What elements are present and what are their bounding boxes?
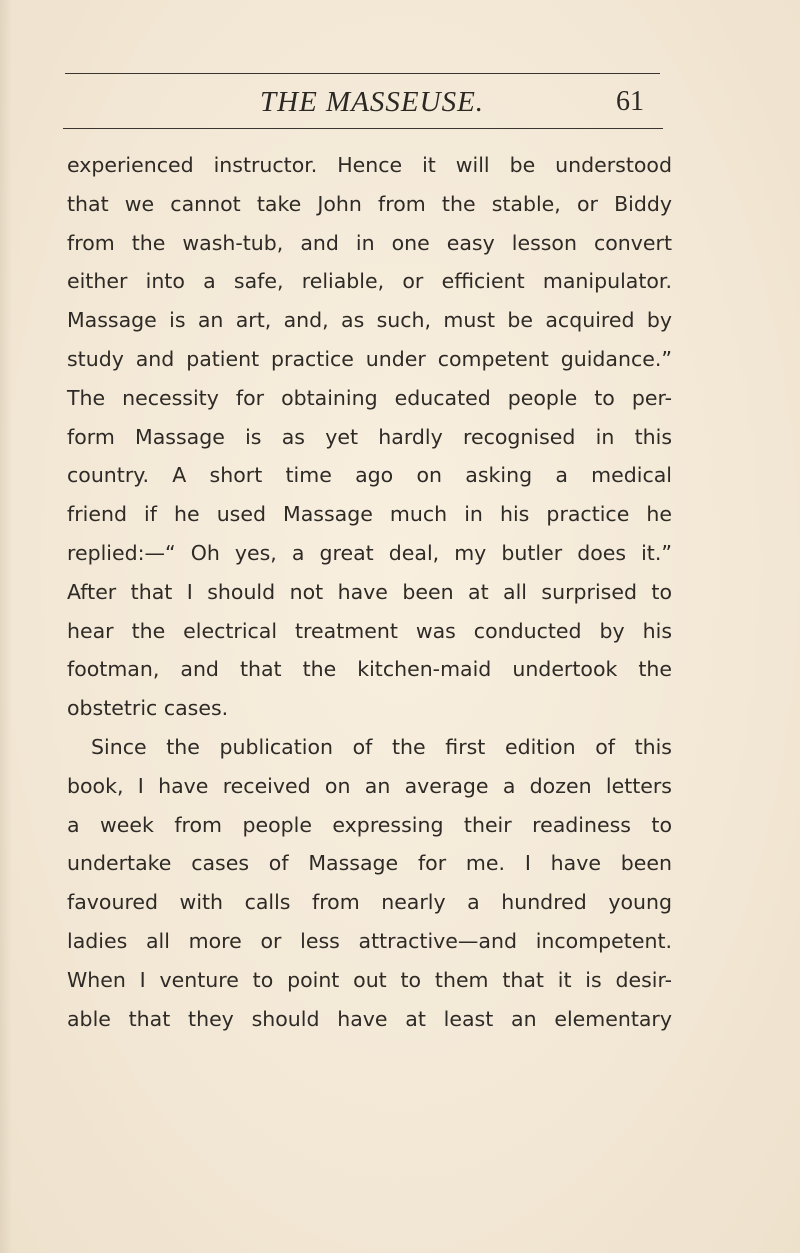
text-line: experienced instructor. Hence it will be understood <box>67 153 672 177</box>
text-line: hear the electrical treatment was conducted by his <box>67 618 672 643</box>
text-line: form Massage is as yet hardly recognised in this <box>67 424 672 449</box>
page-number: 61 <box>616 86 644 117</box>
text-line: book, I have received on an average a dozen letters <box>67 773 672 798</box>
text-line: replied:—“ Oh yes, a great deal, my butler does it.” <box>67 540 672 565</box>
page-gutter-shadow <box>0 0 12 1253</box>
text-line: study and patient practice under competent guidance.” <box>67 346 672 371</box>
text-line: able that they should have at least an elementary <box>67 1006 672 1031</box>
text-line: obstetric cases. <box>67 696 229 721</box>
header-rule-bottom <box>63 128 663 129</box>
text-line: friend if he used Massage much in his practice he <box>67 502 672 527</box>
text-line: After that I should not have been at all surprised to <box>67 579 672 604</box>
running-title: THE MASSEUSE. <box>260 86 485 118</box>
paragraph-1 <box>67 146 672 728</box>
text-line: When I venture to point out to them that it is desir- <box>67 967 672 992</box>
text-line: either into a safe, reliable, or efficient manipulator. <box>67 269 672 294</box>
body-text <box>67 146 672 1038</box>
text-line: Since the publication of the first edition of this <box>91 734 672 759</box>
text-line: ladies all more or less attractive—and incompetent. <box>67 928 672 953</box>
text-line: that we cannot take John from the stable, or Biddy <box>67 191 672 216</box>
text-line: favoured with calls from nearly a hundred young <box>67 890 672 915</box>
header-rule-top <box>65 73 660 74</box>
text-line: The necessity for obtaining educated people to per- <box>67 385 672 410</box>
text-line: a week from people expressing their readiness to <box>67 812 672 837</box>
text-line: Massage is an art, and, as such, must be acquired by <box>67 308 672 333</box>
text-line: country. A short time ago on asking a medical <box>67 463 672 488</box>
text-line: from the wash-tub, and in one easy lesson convert <box>67 230 672 255</box>
paragraph-2 <box>67 728 672 1038</box>
text-line: footman, and that the kitchen-maid undertook the <box>67 657 672 682</box>
text-line: undertake cases of Massage for me. I have been <box>67 851 672 876</box>
